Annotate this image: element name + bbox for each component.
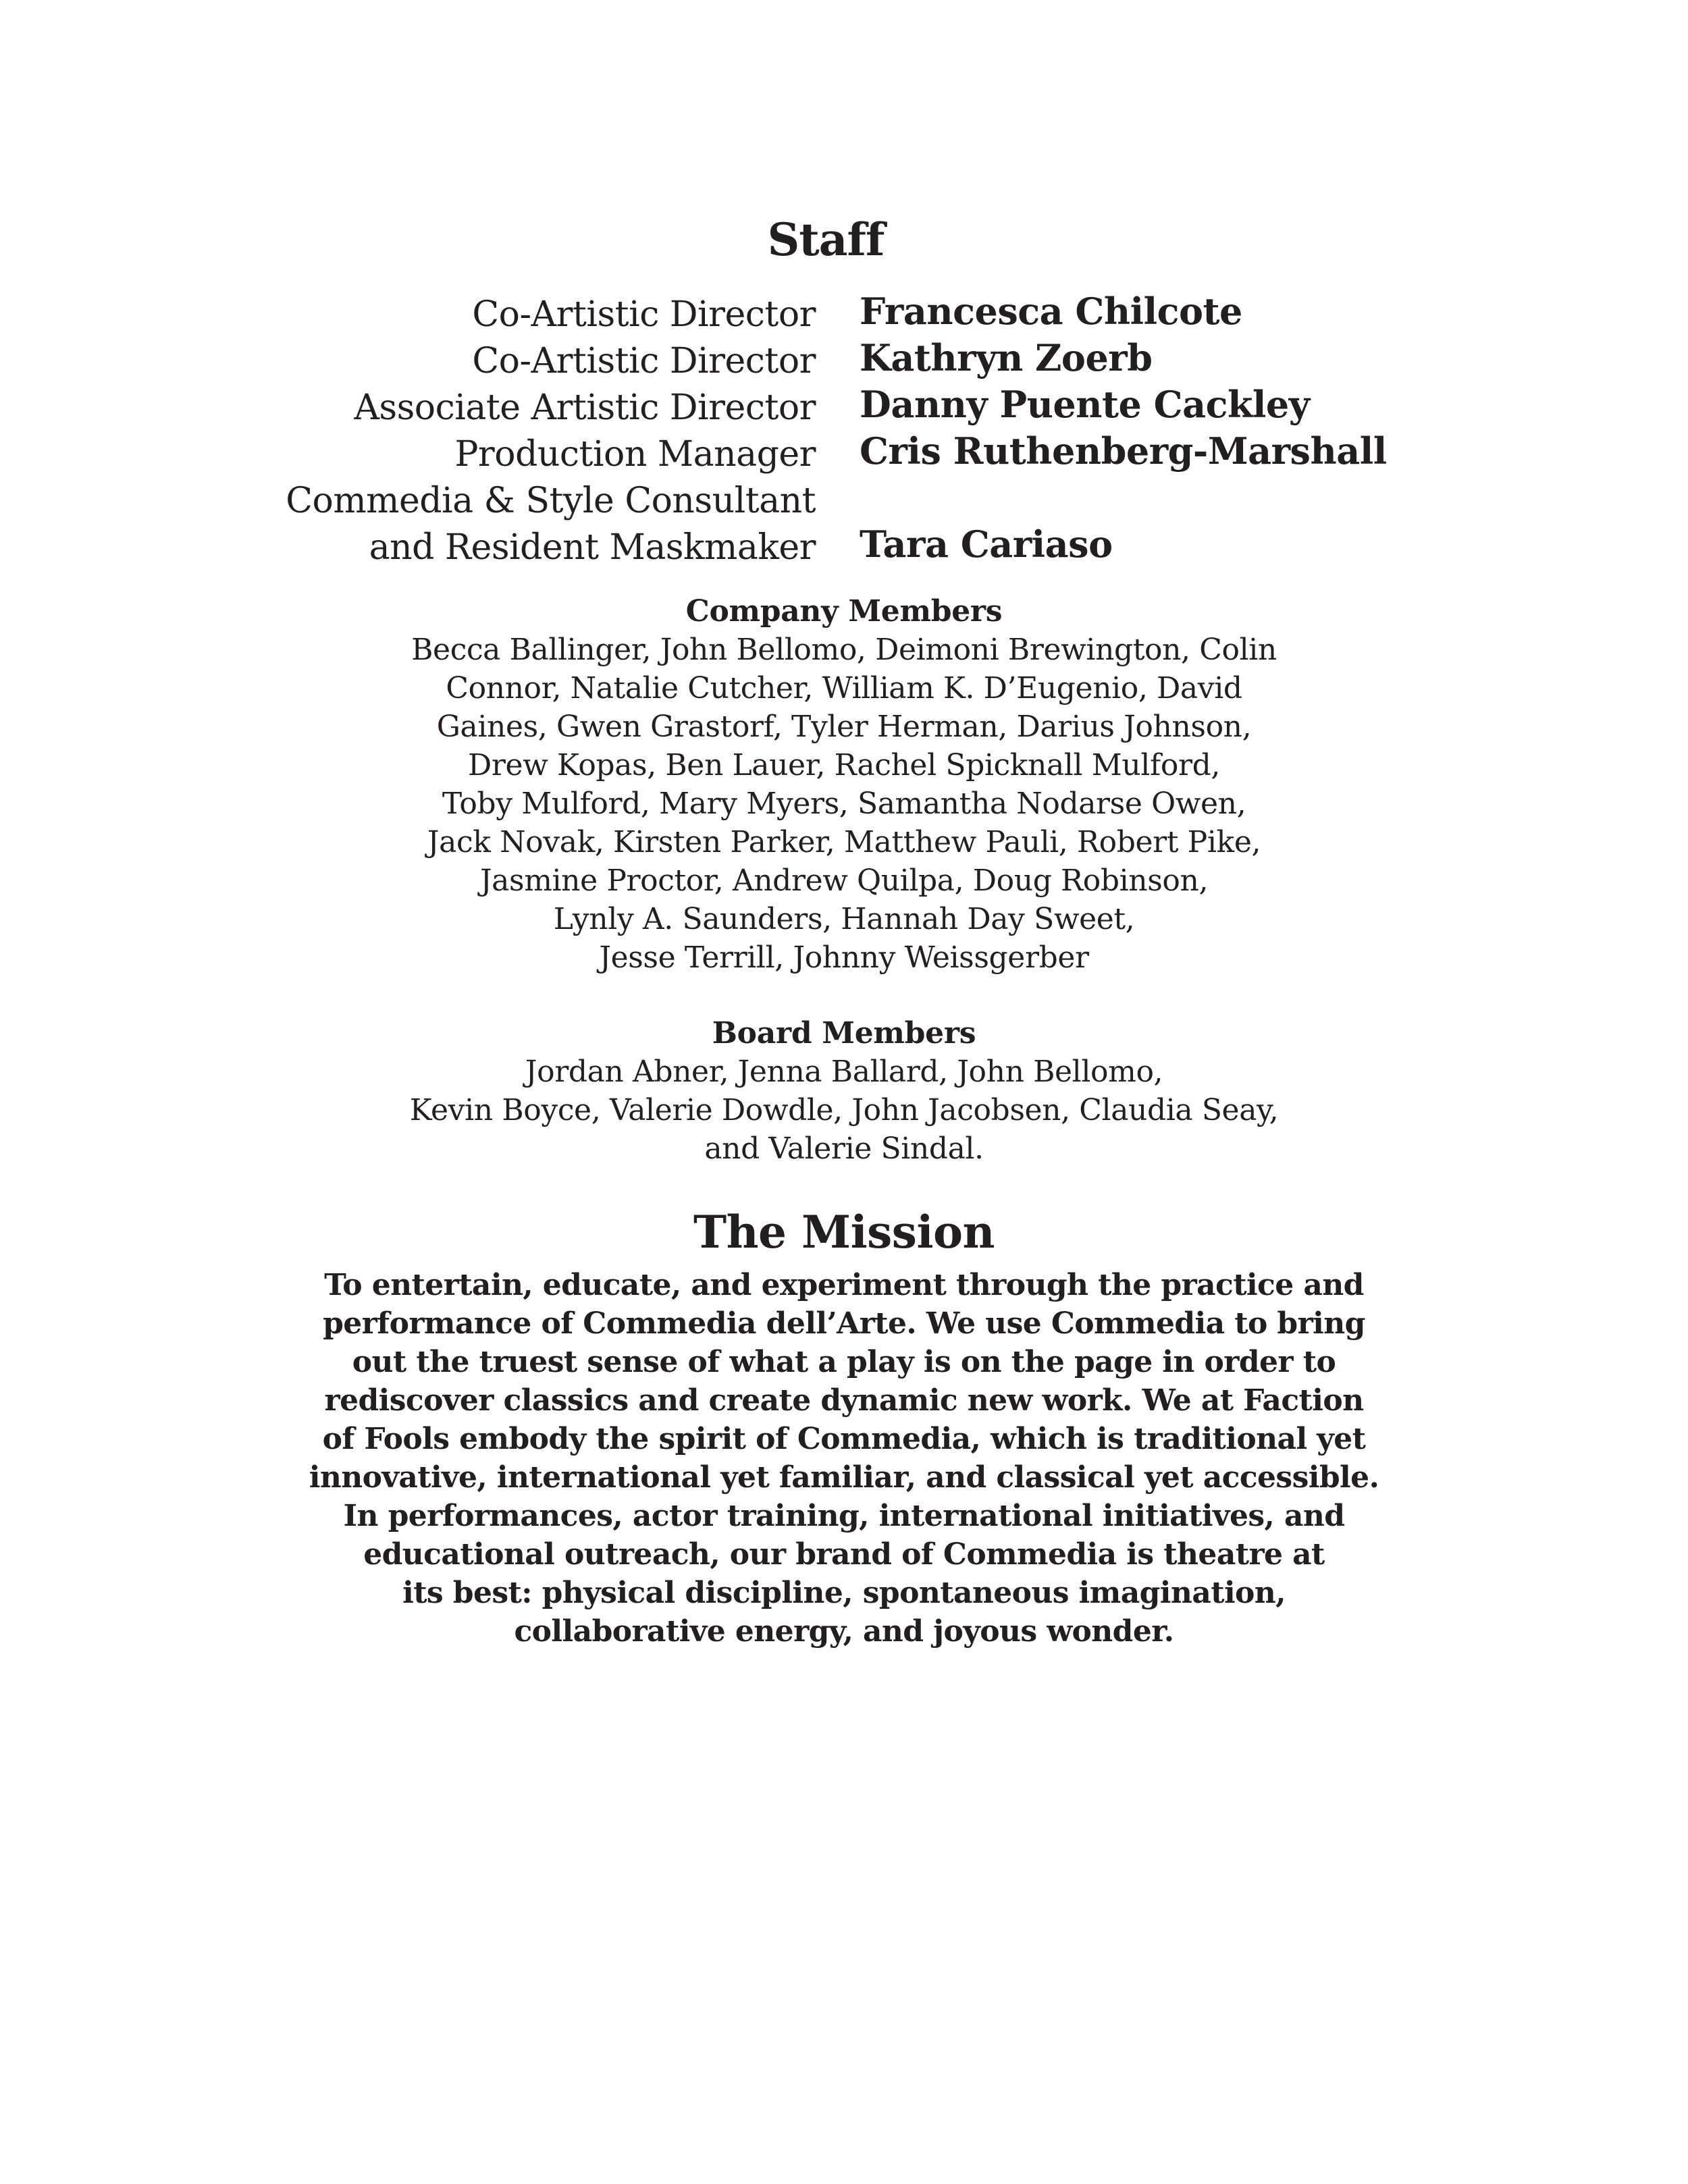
staff-name: Kathryn Zoerb — [860, 336, 1153, 379]
board-members-line: and Valerie Sindal. — [704, 1131, 984, 1166]
mission-line: In performances, actor training, international initiatives, and — [343, 1499, 1345, 1533]
company-members-line: Jesse Terrill, Johnny Weissgerber — [599, 940, 1089, 975]
company-members-line: Becca Ballinger, John Bellomo, Deimoni Brewington, Colin — [411, 633, 1277, 667]
company-members-line: Gaines, Gwen Grastorf, Tyler Herman, Darius Johnson, — [436, 710, 1252, 744]
board-members-section — [0, 1015, 1688, 1168]
staff-list — [0, 292, 1688, 571]
board-members-heading: Board Members — [712, 1016, 976, 1050]
company-members-line: Toby Mulford, Mary Myers, Samantha Nodarse Owen, — [442, 787, 1246, 821]
mission-line: To entertain, educate, and experiment through the practice and — [324, 1268, 1364, 1302]
staff-role: Co-Artistic Director — [472, 294, 816, 335]
company-members-line: Drew Kopas, Ben Lauer, Rachel Spicknall Mulford, — [468, 748, 1220, 782]
mission-line: collaborative energy, and joyous wonder. — [514, 1614, 1174, 1649]
staff-heading: Staff — [767, 213, 885, 266]
company-members-line: Connor, Natalie Cutcher, William K. D’Eugenio, David — [446, 671, 1242, 705]
board-members-line: Kevin Boyce, Valerie Dowdle, John Jacobsen, Claudia Seay, — [409, 1093, 1279, 1127]
mission-line: innovative, international yet familiar, and classical yet accessible. — [309, 1460, 1379, 1495]
mission-heading: The Mission — [693, 1206, 995, 1258]
company-members-line: Jasmine Proctor, Andrew Quilpa, Doug Robinson, — [479, 863, 1209, 898]
mission-line: rediscover classics and create dynamic new work. We at Faction — [324, 1383, 1364, 1418]
staff-row — [0, 338, 1688, 385]
staff-role: Associate Artistic Director — [354, 388, 816, 428]
staff-name: Tara Cariaso — [860, 523, 1113, 566]
staff-row — [0, 525, 1688, 571]
staff-row — [0, 385, 1688, 431]
mission-line: of Fools embody the spirit of Commedia, which is traditional yet — [322, 1422, 1366, 1456]
staff-row — [0, 478, 1688, 525]
company-members-line: Lynly A. Saunders, Hannah Day Sweet, — [553, 902, 1135, 936]
board-members-line: Jordan Abner, Jenna Ballard, John Bellomo, — [525, 1055, 1163, 1089]
staff-role: and Resident Maskmaker — [369, 527, 816, 568]
mission-line: educational outreach, our brand of Commedia is theatre at — [363, 1537, 1325, 1572]
staff-role: Commedia & Style Consultant — [286, 481, 816, 521]
staff-name: Francesca Chilcote — [860, 290, 1242, 333]
staff-role: Co-Artistic Director — [472, 341, 816, 381]
mission-line: its best: physical discipline, spontaneous imagination, — [402, 1576, 1286, 1610]
company-members-line: Jack Novak, Kirsten Parker, Matthew Pauli, Robert Pike, — [427, 825, 1261, 859]
mission-line: out the truest sense of what a play is on the page in order to — [352, 1345, 1336, 1379]
staff-row — [0, 431, 1688, 478]
staff-name: Danny Puente Cackley — [860, 383, 1310, 426]
mission-line: performance of Commedia dell’Arte. We use Commedia to bring — [323, 1306, 1365, 1341]
mission-statement — [0, 1266, 1688, 1651]
staff-role: Production Manager — [454, 434, 816, 475]
staff-row — [0, 292, 1688, 338]
staff-name: Cris Ruthenberg-Marshall — [860, 429, 1387, 473]
company-members-section — [0, 593, 1688, 977]
company-members-heading: Company Members — [685, 594, 1003, 629]
